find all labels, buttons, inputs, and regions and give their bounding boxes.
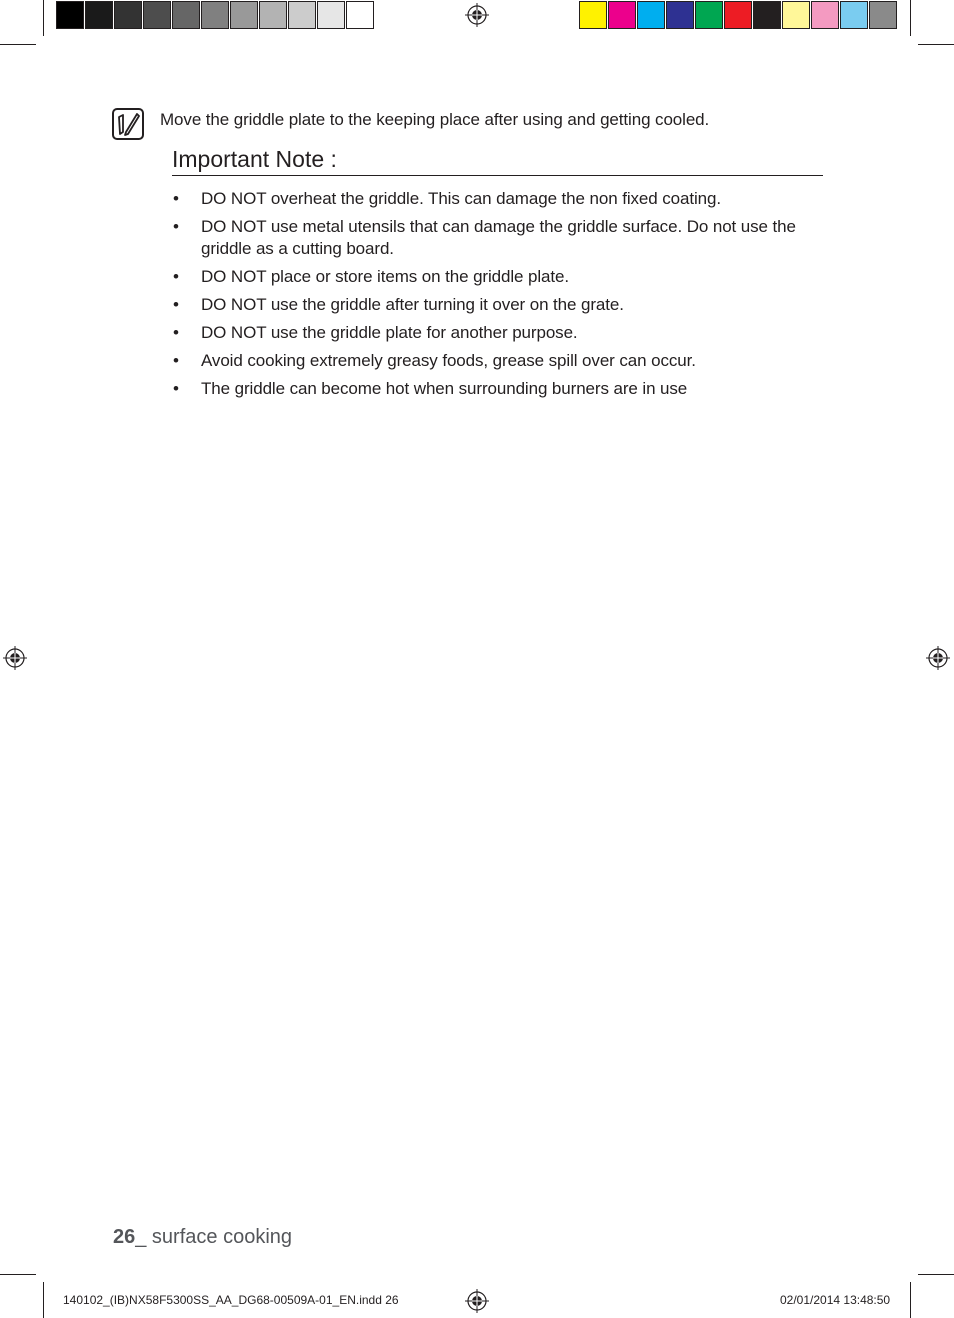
list-item: • DO NOT use metal utensils that can damage the griddle surface. Do not use the griddle as a cutting board. bbox=[172, 216, 822, 260]
heading-divider bbox=[172, 175, 823, 176]
color-swatch bbox=[579, 1, 607, 29]
color-swatch bbox=[666, 1, 694, 29]
crop-mark bbox=[918, 1274, 954, 1275]
crop-mark bbox=[910, 1282, 911, 1318]
gray-swatch bbox=[288, 1, 316, 29]
section-name: _ surface cooking bbox=[135, 1226, 293, 1248]
gray-swatch bbox=[201, 1, 229, 29]
crop-mark bbox=[43, 0, 44, 36]
gray-swatch bbox=[317, 1, 345, 29]
color-swatch bbox=[840, 1, 868, 29]
color-swatch bbox=[637, 1, 665, 29]
list-item: • DO NOT overheat the griddle. This can damage the non fixed coating. bbox=[172, 188, 822, 210]
gray-swatch bbox=[172, 1, 200, 29]
gray-swatch bbox=[56, 1, 84, 29]
crop-mark bbox=[910, 0, 911, 36]
gray-swatch bbox=[85, 1, 113, 29]
color-swatch bbox=[782, 1, 810, 29]
color-swatch bbox=[724, 1, 752, 29]
note-pencil-icon bbox=[112, 108, 144, 140]
color-swatch bbox=[753, 1, 781, 29]
list-item: • The griddle can become hot when surrounding burners are in use bbox=[172, 378, 822, 400]
color-swatch bbox=[811, 1, 839, 29]
list-item: • Avoid cooking extremely greasy foods, grease spill over can occur. bbox=[172, 350, 822, 372]
crop-mark bbox=[0, 1274, 36, 1275]
list-item: • DO NOT use the griddle plate for another purpose. bbox=[172, 322, 822, 344]
registration-mark-icon bbox=[3, 646, 27, 670]
slug-timestamp: 02/01/2014 13:48:50 bbox=[780, 1293, 891, 1307]
gray-swatch bbox=[259, 1, 287, 29]
gray-swatch bbox=[143, 1, 171, 29]
list-item: • DO NOT place or store items on the griddle plate. bbox=[172, 266, 822, 288]
note-text: Move the griddle plate to the keeping place after using and getting cooled. bbox=[160, 110, 710, 129]
color-swatch bbox=[608, 1, 636, 29]
page-number: 26 bbox=[113, 1226, 136, 1248]
crop-mark bbox=[0, 44, 36, 45]
color-swatch bbox=[869, 1, 897, 29]
color-swatch bbox=[695, 1, 723, 29]
crop-mark bbox=[43, 1282, 44, 1318]
important-note-heading: Important Note : bbox=[172, 146, 337, 172]
gray-swatch bbox=[230, 1, 258, 29]
important-note-list bbox=[172, 188, 822, 406]
gray-swatch bbox=[114, 1, 142, 29]
page-footer bbox=[113, 1226, 292, 1249]
grayscale-color-bar bbox=[56, 1, 375, 29]
registration-mark-icon bbox=[465, 1289, 489, 1313]
list-item: • DO NOT use the griddle after turning it over on the grate. bbox=[172, 294, 822, 316]
gray-swatch bbox=[346, 1, 374, 29]
slug-filename: 140102_(IB)NX58F5300SS_AA_DG68-00509A-01_EN.indd 26 bbox=[63, 1293, 399, 1307]
registration-mark-icon bbox=[465, 3, 489, 27]
crop-mark bbox=[918, 44, 954, 45]
registration-mark-icon bbox=[926, 646, 950, 670]
process-color-bar bbox=[579, 1, 898, 29]
